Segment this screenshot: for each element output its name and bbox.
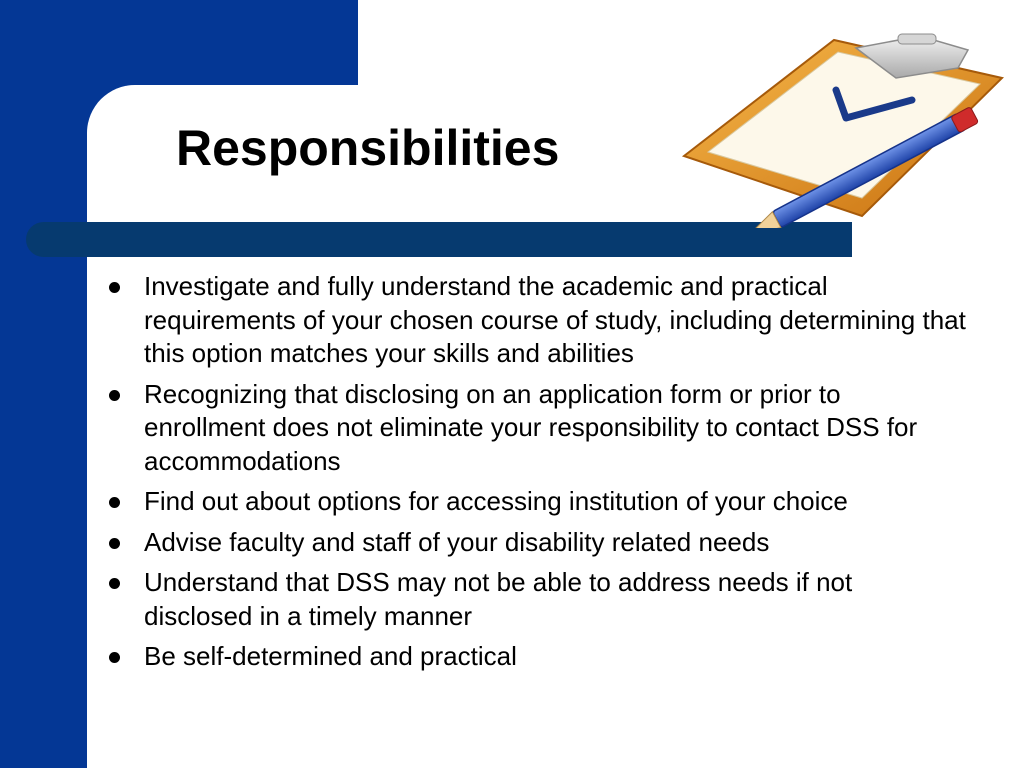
list-item [106,485,966,519]
bullet-text: Advise faculty and staff of your disability related needs [144,526,770,557]
bullet-dot-icon [109,652,120,663]
bullet-dot-icon [109,497,120,508]
clipboard-checklist-icon [676,28,1016,228]
bullet-dot-icon [109,538,120,549]
bullet-dot-icon [109,578,120,589]
slide-title: Responsibilities [176,120,560,176]
list-item [106,270,966,371]
bullet-dot-icon [109,282,120,293]
bullet-text: Investigate and fully understand the academic and practical requirements of your chosen course of study, including determining that this option matches your skills and abilities [144,271,966,368]
bullet-text: Understand that DSS may not be able to address needs if not disclosed in a timely manner [144,567,853,631]
list-item [106,640,966,674]
list-item [106,378,966,479]
bullet-dot-icon [109,390,120,401]
bullet-list [106,270,966,681]
list-item [106,526,966,560]
bullet-text: Find out about options for accessing institution of your choice [144,486,848,516]
bullet-text: Be self-determined and practical [144,641,517,671]
bullet-text: Recognizing that disclosing on an application form or prior to enrollment does not eliminate your responsibility to contact DSS for accommodations [144,378,918,476]
list-item [106,566,966,633]
